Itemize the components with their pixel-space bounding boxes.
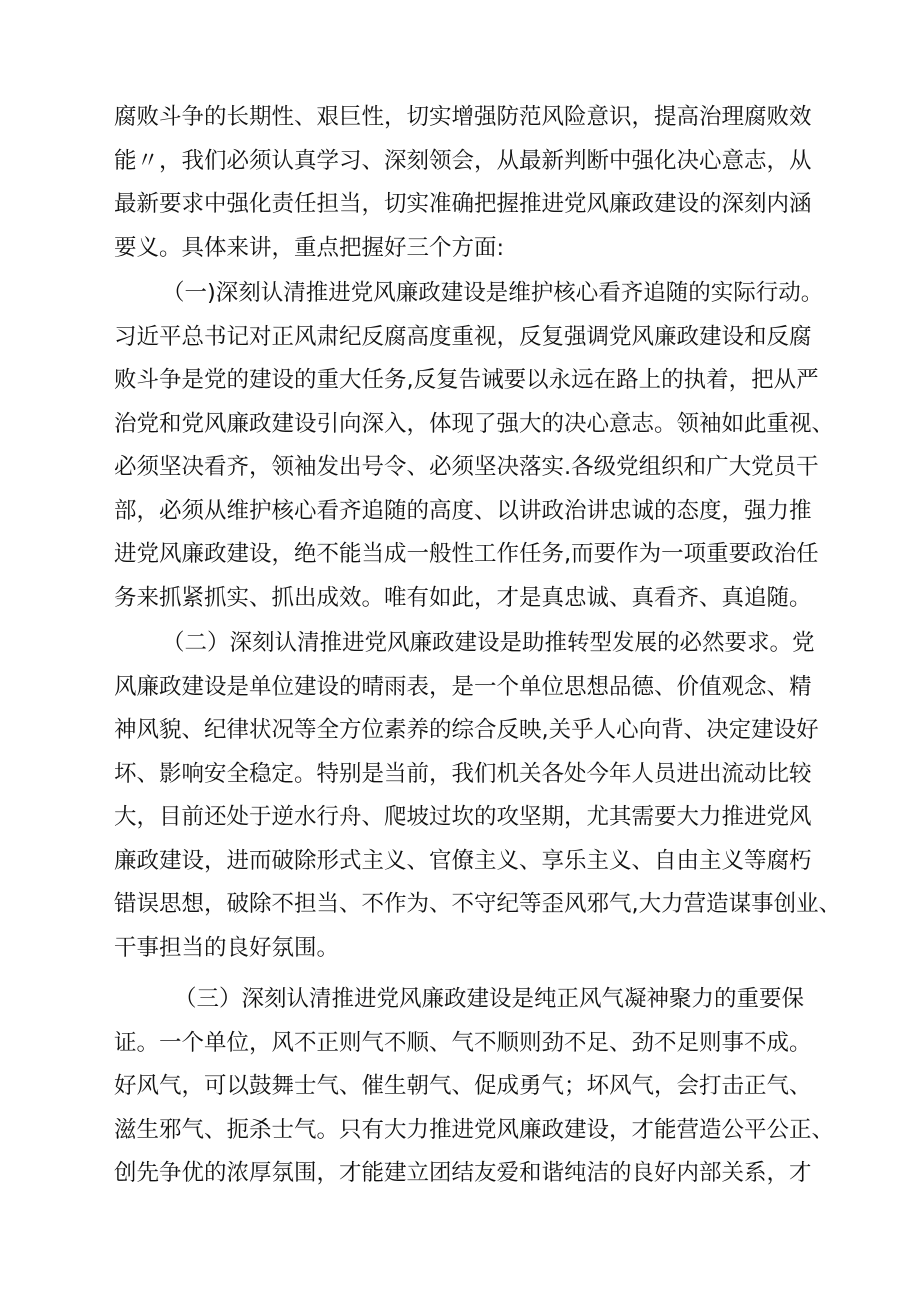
text-line: 廉政建设，进而破除形式主义、官僚主义、享乐主义、自由主义等腐朽 <box>114 847 812 874</box>
text-line: 神风貌、纪律状况等全方位素养的综合反映,关乎人心向背、决定建设好 <box>114 717 819 743</box>
text-line: （二）深刻认清推进党风廉政建设是助推转型发展的必然要求。党 <box>162 630 815 656</box>
text-line: 滋生邪气、扼杀士气。只有大力推进党风廉政建设，才能营造公平公正、 <box>114 1116 835 1143</box>
text-line: 干事担当的良好氛围。 <box>114 934 340 961</box>
text-line: （三）深刻认清推进党风廉政建设是纯正风气凝神聚力的重要保 <box>174 986 805 1012</box>
paragraph-point-1 <box>114 272 844 620</box>
paragraph-point-3 <box>114 978 844 1196</box>
text-line: 证。一个单位，风不正则气不顺、气不顺则劲不足、劲不足则事不成。 <box>114 1029 812 1056</box>
text-line: 治党和党风廉政建设引向深入，体现了强大的决心意志。领袖如此重视、 <box>114 410 835 437</box>
text-line: 错误思想，破除不担当、不作为、不守纪等歪风邪气,大力营造谋事创业、 <box>114 891 842 917</box>
document-body <box>114 96 844 1196</box>
text-line: 部，必须从维护核心看齐追随的高度、以讲政治讲忠诚的态度，强力推 <box>114 497 812 524</box>
text-line: 进党风廉政建设，绝不能当成一般性工作任务,而要作为一项重要政治任 <box>114 541 819 567</box>
text-line: 坏、影响安全稳定。特别是当前，我们机关各处今年人员进出流动比较 <box>114 760 812 787</box>
text-line: 风廉政建设是单位建设的晴雨表，是一个单位思想品德、价值观念、精 <box>114 673 812 700</box>
text-line: 大，目前还处于逆水行舟、爬坡过坎的攻坚期，尤其需要大力推进党风 <box>114 804 812 830</box>
text-line: 好风气，可以鼓舞士气、催生朝气、促成勇气；坏风气，会打击正气、 <box>114 1073 812 1099</box>
text-line: 务来抓紧抓实、抓出成效。唯有如此，才是真忠诚、真看齐、真追随。 <box>114 584 812 611</box>
text-line: 败斗争是党的建设的重大任务,反复告诫要以永远在路上的执着，把从严 <box>114 367 819 393</box>
text-line: 能〃，我们必须认真学习、深刻领会，从最新判断中强化决心意志，从 <box>114 147 812 174</box>
text-line: 最新要求中强化责任担当，切实准确把握推进党风廉政建设的深刻内涵 <box>114 191 812 217</box>
text-line: 腐败斗争的长期性、艰巨性，切实增强防范风险意识，提高治理腐败效 <box>114 104 812 130</box>
paragraph-point-2 <box>114 622 844 970</box>
text-line: 创先争优的浓厚氛围，才能建立团结友爱和谐纯洁的良好内部关系，才 <box>114 1160 812 1186</box>
text-line: 必须坚决看齐，领袖发出号令、必须坚决落实.各级党组织和广大党员干 <box>114 454 819 480</box>
text-line: 习近平总书记对正风肃纪反腐高度重视，反复强调党风廉政建设和反腐 <box>114 323 812 350</box>
text-line: 要义。具体来讲，重点把握好三个方面: <box>114 234 505 261</box>
paragraph-intro <box>114 96 844 270</box>
text-line: （一)深刻认清推进党风廉政建设是维护核心看齐追随的实际行动。 <box>162 280 824 306</box>
